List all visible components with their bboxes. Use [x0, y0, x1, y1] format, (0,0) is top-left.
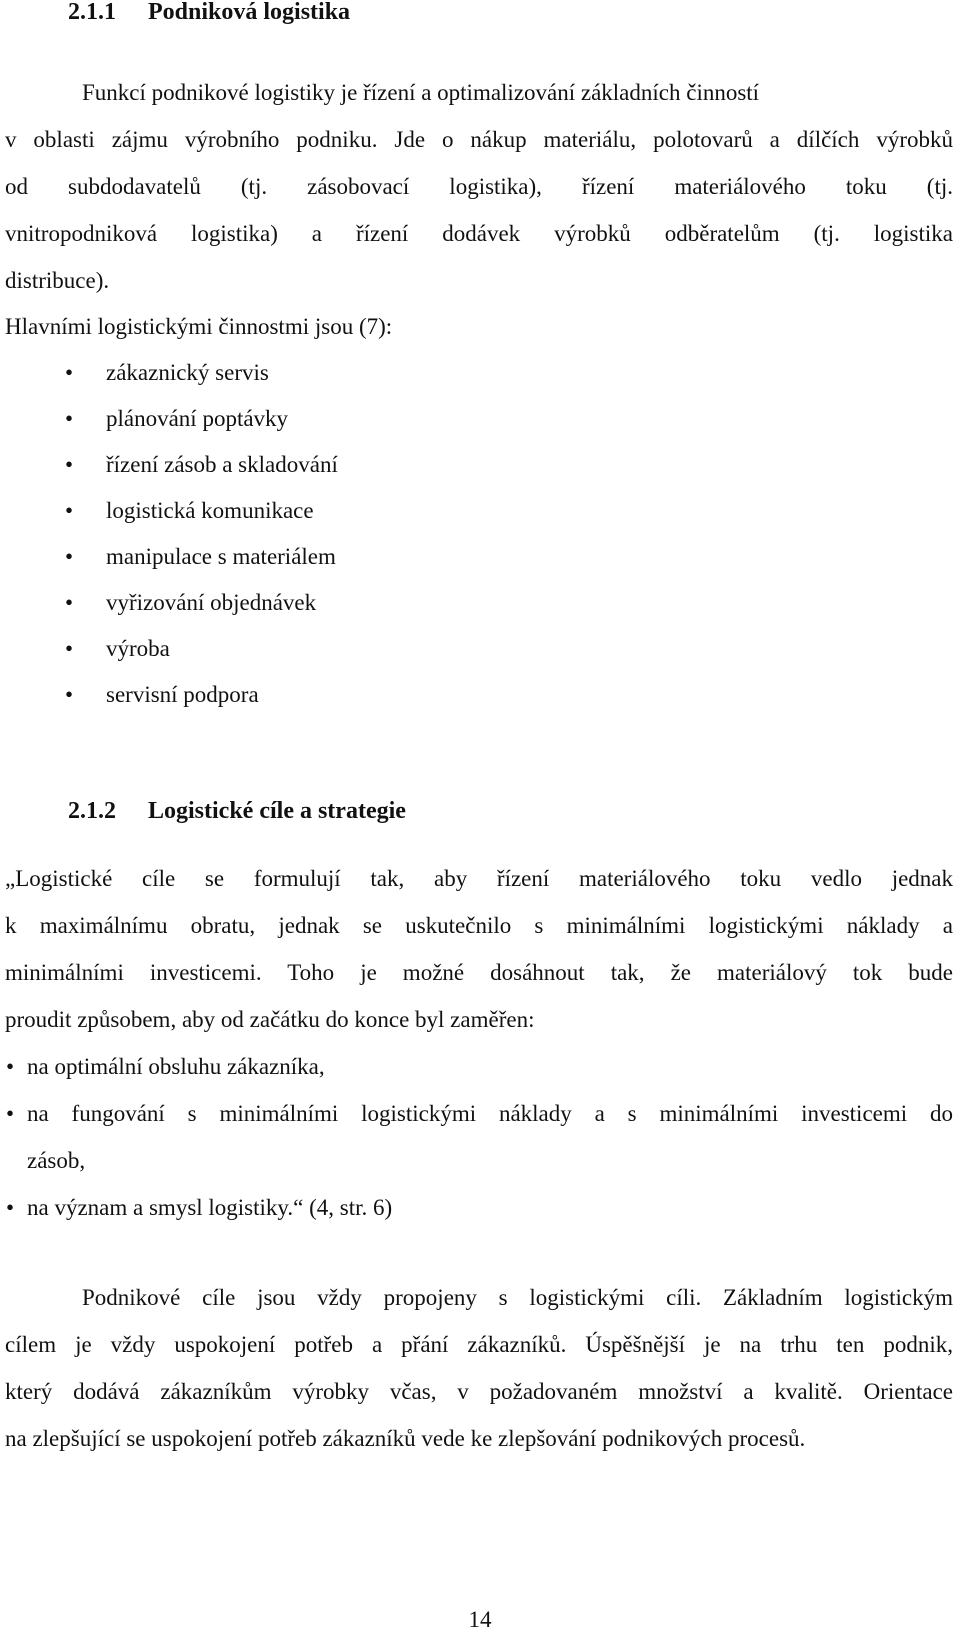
- list-item-text: manipulace s materiálem: [106, 544, 336, 569]
- list-item: [65, 450, 338, 480]
- section-heading-2-1-1: [68, 0, 350, 27]
- quote-line: k maximálnímu obratu, jednak se uskutečnilo s minimálními logistickými náklady a: [5, 913, 953, 938]
- list-item: [65, 680, 259, 710]
- bullet-icon: •: [6, 1054, 15, 1079]
- bullet-icon: •: [65, 544, 74, 569]
- paragraph-line: od subdodavatelů (tj. zásobovací logistika), řízení materiálového toku (tj.: [5, 174, 953, 199]
- list-item: [65, 496, 314, 526]
- list-item-text: servisní podpora: [106, 682, 259, 707]
- quote-line: „Logistické cíle se formulují tak, aby řízení materiálového toku vedlo jednak: [5, 866, 953, 891]
- quote-bullet-text: na význam a smysl logistiky.“ (4, str. 6): [27, 1195, 393, 1220]
- paragraph-line: Podnikové cíle jsou vždy propojeny s logistickými cíli. Základním logistickým: [82, 1285, 953, 1310]
- paragraph-line: v oblasti zájmu výrobního podniku. Jde o nákup materiálu, polotovarů a dílčích výrobků: [5, 127, 953, 152]
- bullet-icon: •: [65, 498, 74, 523]
- list-item: [65, 404, 289, 434]
- list-item-text: plánování poptávky: [106, 406, 289, 431]
- section-heading-2-1-2: [68, 796, 406, 826]
- paragraph-line: na zlepšující se uspokojení potřeb zákazníků vede ke zlepšování podnikových procesů.: [5, 1426, 806, 1451]
- quote-bullet: [6, 1193, 393, 1223]
- quote-bullet-text: na optimální obsluhu zákazníka,: [27, 1054, 325, 1079]
- list-item-text: zákaznický servis: [106, 360, 269, 385]
- quote-line: minimálními investicemi. Toho je možné dosáhnout tak, že materiálový tok bude: [5, 960, 953, 985]
- paragraph-line: cílem je vždy uspokojení potřeb a přání zákazníků. Úspěšnější je na trhu ten podnik,: [5, 1332, 953, 1357]
- quote-bullet: [6, 1099, 953, 1129]
- bullet-icon: •: [65, 682, 74, 707]
- bullet-icon: •: [6, 1195, 15, 1220]
- list-item-text: výroba: [106, 636, 170, 661]
- list-item: [65, 358, 269, 388]
- list-item-text: řízení zásob a skladování: [106, 452, 338, 477]
- list-item: [65, 542, 336, 572]
- bullet-icon: •: [65, 406, 74, 431]
- bullet-icon: •: [65, 360, 74, 385]
- paragraph-line: Funkcí podnikové logistiky je řízení a optimalizování základních činností: [82, 80, 760, 105]
- quote-bullet: [6, 1052, 325, 1082]
- quote-bullet-continuation: zásob,: [27, 1148, 86, 1173]
- paragraph-line: distribuce).: [5, 268, 110, 293]
- bullet-icon: •: [6, 1101, 15, 1126]
- bullet-icon: •: [65, 636, 74, 661]
- list-item: [65, 634, 170, 664]
- paragraph-line: který dodává zákazníkům výrobky včas, v požadovaném množství a kvalitě. Orientace: [5, 1379, 953, 1404]
- quote-line: proudit způsobem, aby od začátku do konce byl zaměřen:: [5, 1007, 535, 1032]
- bullet-icon: •: [65, 590, 74, 615]
- list-item-text: vyřizování objednávek: [106, 590, 317, 615]
- list-item-text: logistická komunikace: [106, 498, 314, 523]
- list-intro: Hlavními logistickými činnostmi jsou (7):: [5, 314, 393, 339]
- bullet-icon: •: [65, 452, 74, 477]
- quote-bullet-text: na fungování s minimálními logistickými náklady a s minimálními investicemi do: [27, 1101, 953, 1126]
- section-title: Podniková logistika: [148, 0, 351, 25]
- list-item: [65, 588, 317, 618]
- section-number: 2.1.2: [68, 798, 116, 824]
- paragraph-line: vnitropodniková logistika) a řízení dodávek výrobků odběratelům (tj. logistika: [5, 221, 953, 246]
- page-number: 14: [468, 1607, 492, 1632]
- section-number: 2.1.1: [68, 0, 116, 25]
- section-title: Logistické cíle a strategie: [148, 798, 406, 824]
